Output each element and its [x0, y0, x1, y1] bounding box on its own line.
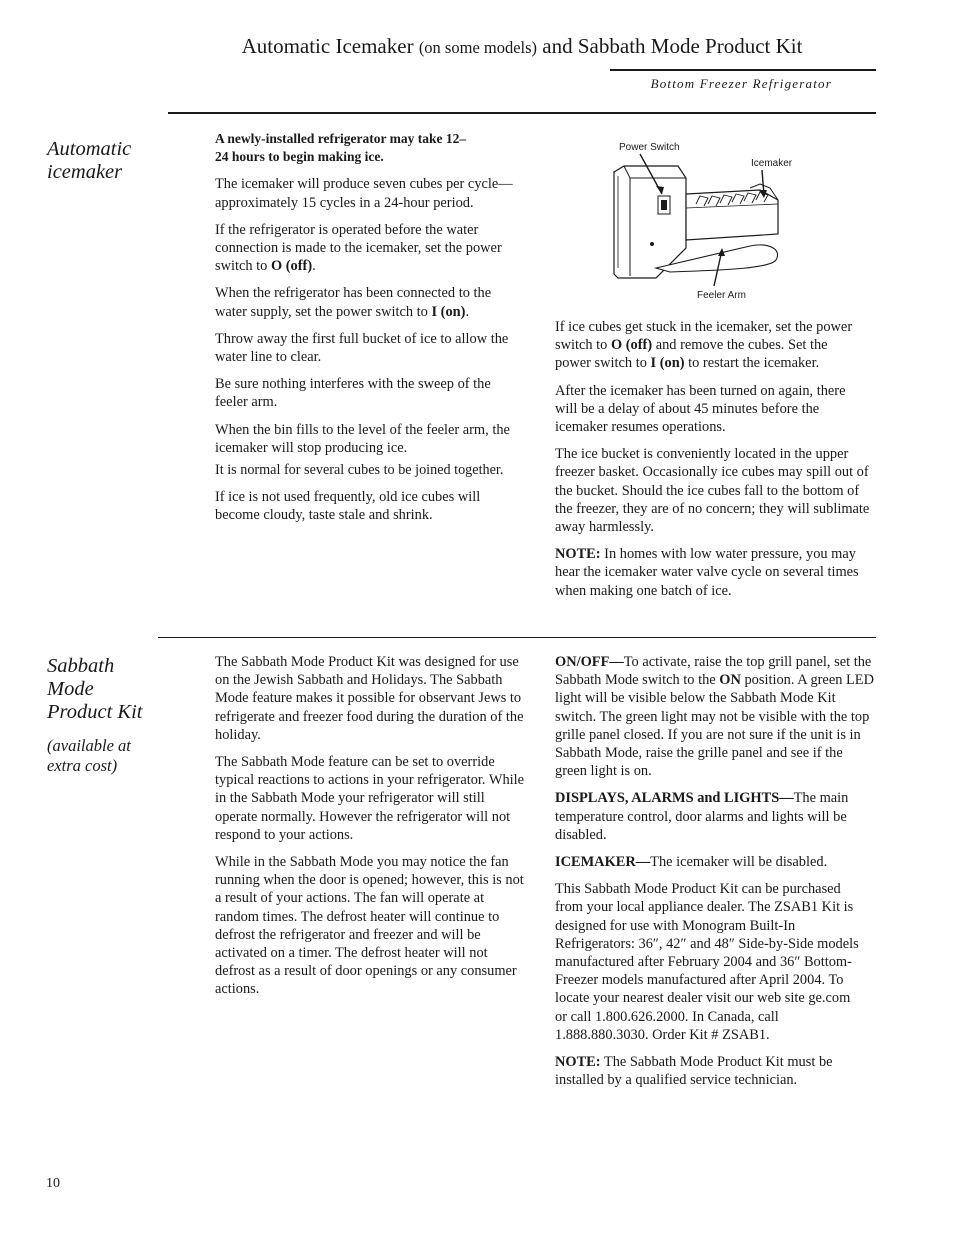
icemaker-stuck-cubes: If ice cubes get stuck in the icemaker, set the power switch to O (off) and remove the cubes. Set the power switch to I (on) to restart the icemaker. — [555, 319, 853, 372]
icemaker-section-title: Automatic icemaker — [47, 138, 132, 183]
label-icemaker: Icemaker — [751, 158, 793, 169]
icemaker-p4: Throw away the first full bucket of ice to allow the water line to clear. — [215, 330, 509, 366]
sabbath-section-subtitle: (available at extra cost) — [47, 736, 131, 775]
label-power-switch: Power Switch — [619, 142, 680, 153]
icemaker-p5: Be sure nothing interferes with the sweep of the feeler arm. — [215, 376, 491, 411]
icemaker-p8: If ice is not used frequently, old ice cubes will become cloudy, taste stale and shrink. — [215, 489, 481, 524]
header-rule — [168, 112, 876, 114]
icemaker-figure — [600, 138, 800, 308]
section-divider — [158, 637, 876, 638]
title-secondary: and Sabbath Mode Product Kit — [542, 34, 803, 58]
icemaker-p6: When the bin fills to the level of the feeler arm, the icemaker will stop producing ice. — [215, 421, 510, 456]
sabbath-p2: The Sabbath Mode feature can be set to override typical reactions to actions in your refrigerator. While in the Sabbath Mode your refrigerator will still operate normally. However the refrigerator will not respond to your actions. — [215, 754, 525, 843]
icemaker-left-column — [215, 130, 540, 534]
sabbath-onoff: ON/OFF—To activate, raise the top grill panel, set the Sabbath Mode switch to the ON position. A green LED light will be visible below the Sabbath Mode Kit switch. The green light may not be visible with the top grille panel closed. If you are not sure if the unit is in Sabbath Mode, raise the grille panel and see if the green light is on. — [555, 654, 874, 780]
sabbath-purchase: This Sabbath Mode Product Kit can be purchased from your local appliance dealer. The ZSAB1 Kit is designed for use with Monogram Built-In Refrigerators: 36″, 42″ and 48″ Side-by-Side models manufactured after February 2004 and 36″ Bottom-Freezer models manufactured after April 2004. To locate your nearest dealer visit our web site ge.com or call 1.800.626.2000. In Canada, call 1.888.880.3030. Order Kit # ZSAB1. — [555, 881, 859, 1043]
label-feeler-arm: Feeler Arm — [697, 290, 746, 301]
icemaker-bucket: The ice bucket is conveniently located in the upper freezer basket. Occasionally ice cubes may spill out of the bucket. Should the ice cubes fall to the bottom of the freezer, they are of no concern; they will sublimate away harmlessly. — [555, 446, 870, 536]
sabbath-p3: While in the Sabbath Mode you may notice the fan running when the door is opened; however, this is not a result of your actions. The fan will operate at random times. The defrost heater will continue to defrost the refrigerator and freezer and will be activated on a timer. The defrost heater will not defrost as a result of door openings or any consumer actions. — [215, 854, 524, 998]
page-subtitle: Bottom Freezer Refrigerator — [650, 76, 832, 91]
icemaker-p3: When the refrigerator has been connected to the water supply, set the power switch to I (on). — [215, 285, 492, 320]
icemaker-lead: A newly-installed refrigerator may take 12–24 hours to begin making ice. — [215, 131, 467, 165]
sabbath-left-column — [215, 653, 530, 1008]
page-title — [168, 32, 876, 62]
page-number: 10 — [46, 1176, 60, 1191]
sabbath-displays: DISPLAYS, ALARMS and LIGHTS—The main temperature control, door alarms and lights will be disabled. — [555, 790, 849, 843]
icemaker-delay: After the icemaker has been turned on again, there will be a delay of about 45 minutes before the icemaker resumes operations. — [555, 382, 846, 436]
sabbath-icemaker: ICEMAKER—The icemaker will be disabled. — [555, 854, 828, 871]
sabbath-section-title: Sabbath Mode Product Kit — [47, 655, 143, 723]
sabbath-right-column — [555, 653, 875, 1098]
header-rule-short — [610, 69, 876, 71]
icemaker-p1: The icemaker will produce seven cubes per cycle—approximately 15 cycles in a 24-hour period. — [215, 176, 513, 211]
icemaker-note: NOTE: In homes with low water pressure, you may hear the icemaker water valve cycle on several times when making one batch of ice. — [555, 546, 859, 599]
sabbath-note: NOTE: The Sabbath Mode Product Kit must be installed by a qualified service technician. — [555, 1054, 833, 1089]
icemaker-p7: It is normal for several cubes to be joined together. — [215, 462, 504, 479]
sabbath-p1: The Sabbath Mode Product Kit was designed for use on the Jewish Sabbath and Holidays. The Sabbath Mode feature makes it possible for observant Jews to refrigerate and freezer food during the duration of the holiday. — [215, 654, 524, 743]
title-main: Automatic Icemaker — [241, 34, 414, 58]
title-qualifier: (on some models) — [418, 38, 538, 57]
icemaker-p2: If the refrigerator is operated before the water connection is made to the icemaker, set the power switch to O (off). — [215, 221, 502, 275]
icemaker-right-column — [555, 318, 875, 609]
sabbath-section-heading — [47, 655, 167, 776]
